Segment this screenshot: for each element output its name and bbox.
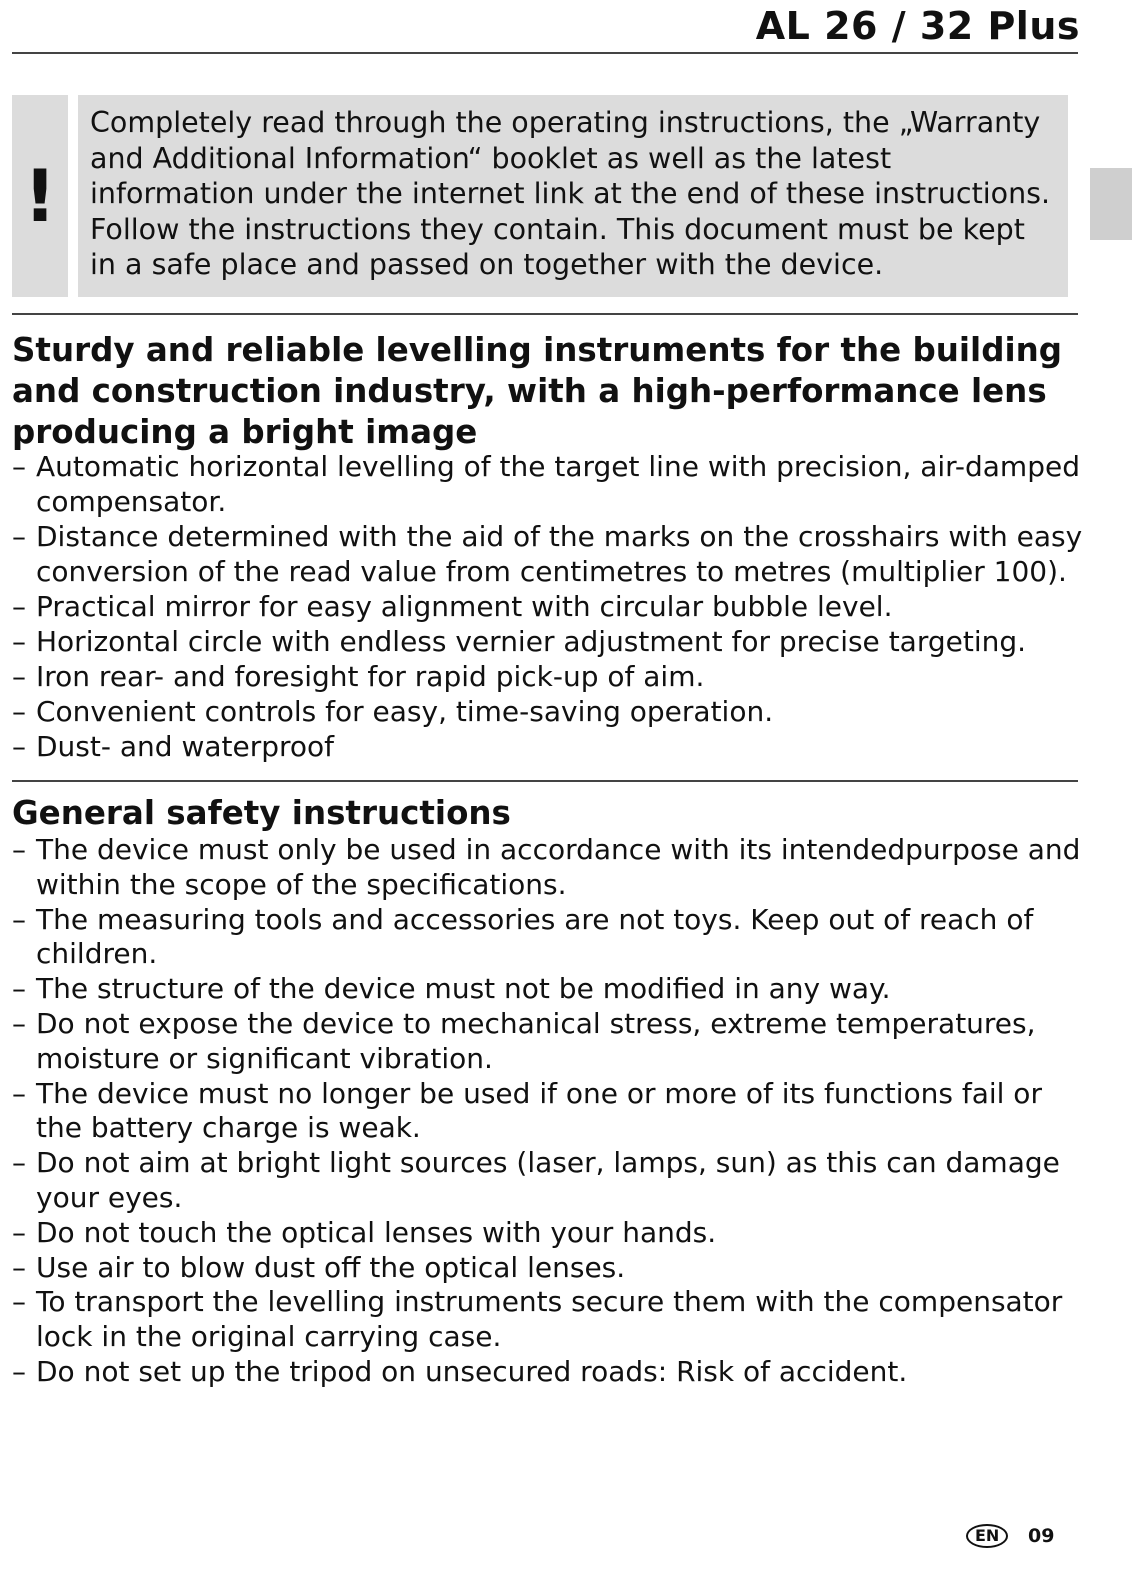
header-rule (12, 52, 1078, 54)
list-item: – The device must no longer be used if one or more of its functions fail or the battery charge is weak. (12, 1077, 1092, 1147)
list-item: – Distance determined with the aid of the marks on the crosshairs with easy conversion of the read value from centimetres to metres (multiplier 100). (12, 519, 1092, 589)
language-code: EN (966, 1524, 1008, 1548)
list-item: – Do not expose the device to mechanical stress, extreme temperatures, moisture or significant vibration. (12, 1007, 1092, 1077)
list-item: – Convenient controls for easy, time-saving operation. (12, 694, 1092, 729)
safety-title: General safety instructions (12, 794, 511, 832)
safety-list (12, 833, 1092, 1390)
features-list (12, 449, 1092, 764)
list-item: – The measuring tools and accessories are not toys. Keep out of reach of children. (12, 903, 1092, 973)
list-item: – Do not set up the tripod on unsecured roads: Risk of accident. (12, 1355, 1092, 1390)
list-item: – Iron rear- and foresight for rapid pick-up of aim. (12, 659, 1092, 694)
list-item: – Do not aim at bright light sources (laser, lamps, sun) as this can damage your eyes. (12, 1146, 1092, 1216)
side-tab-marker (1090, 168, 1132, 240)
list-item: – Dust- and waterproof (12, 729, 1092, 764)
page-number: 09 (1028, 1525, 1055, 1547)
warning-icon (12, 95, 68, 297)
warning-symbol: ! (23, 154, 57, 238)
list-item: – The device must only be used in accordance with its intendedpurpose and within the scope of the specifications. (12, 833, 1092, 903)
list-item: – Automatic horizontal levelling of the target line with precision, air-damped compensator. (12, 449, 1092, 519)
list-item: – Use air to blow dust off the optical lenses. (12, 1251, 1092, 1286)
list-item: – Horizontal circle with endless vernier adjustment for precise targeting. (12, 624, 1092, 659)
list-item: – Do not touch the optical lenses with your hands. (12, 1216, 1092, 1251)
list-item: – To transport the levelling instruments secure them with the compensator lock in the original carrying case. (12, 1285, 1092, 1355)
list-item: – Practical mirror for easy alignment with circular bubble level. (12, 589, 1092, 624)
section-rule (12, 780, 1078, 782)
list-item: – The structure of the device must not be modified in any way. (12, 972, 1092, 1007)
warning-text: Completely read through the operating instructions, the „Warranty and Additional Information“ booklet as well as the latest information under the internet link at the end of these instructions. Follow the instructions they contain. This document must be kept in a safe place and passed on together with the device. (78, 95, 1068, 297)
section-rule (12, 313, 1078, 315)
page-title: AL 26 / 32 Plus (755, 4, 1080, 48)
features-title: Sturdy and reliable levelling instruments for the building and construction industry, with a high-performance lens producing a bright image (12, 331, 1062, 451)
language-badge (966, 1524, 1008, 1548)
